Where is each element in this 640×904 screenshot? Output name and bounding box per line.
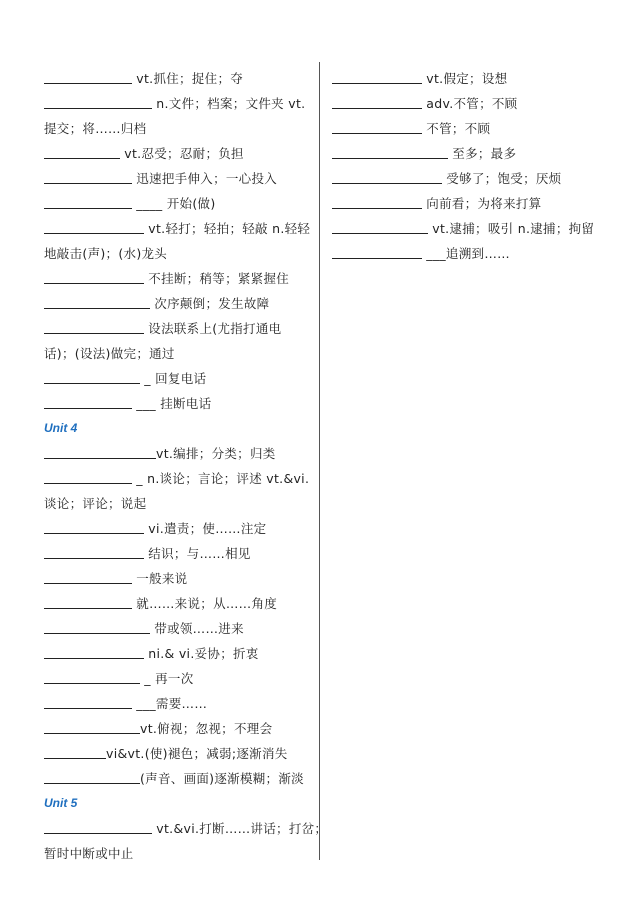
vocab-entry — [44, 591, 310, 616]
vocab-entry — [44, 391, 310, 416]
definition-text: vt.逮捕；吸引 n.逮捕；拘留 — [428, 221, 595, 236]
unit-heading: Unit 4 — [44, 421, 78, 435]
vocab-entry — [44, 191, 310, 216]
answer-blank[interactable] — [332, 169, 442, 184]
definition-text: 向前看；为将来打算 — [422, 196, 542, 211]
answer-blank[interactable] — [44, 269, 144, 284]
answer-blank[interactable] — [44, 219, 144, 234]
definition-text: ___追溯到…… — [422, 246, 510, 261]
answer-blank[interactable] — [332, 144, 448, 159]
definition-text: 设法联系上(尤指打通电 — [144, 321, 282, 336]
answer-blank[interactable] — [44, 469, 132, 484]
answer-blank[interactable] — [44, 319, 144, 334]
vocab-entry — [332, 66, 600, 91]
vocab-entry — [332, 91, 600, 116]
answer-blank[interactable] — [44, 69, 132, 84]
answer-blank[interactable] — [44, 744, 106, 759]
definition-text: _ 再一次 — [140, 671, 194, 686]
definition-text: 迅速把手伸入；一心投入 — [132, 171, 278, 186]
vocab-entry — [44, 216, 310, 241]
definition-text: _ 回复电话 — [140, 371, 207, 386]
answer-blank[interactable] — [44, 519, 144, 534]
answer-blank[interactable] — [332, 244, 422, 259]
answer-blank[interactable] — [44, 144, 120, 159]
vocab-entry — [44, 741, 310, 766]
vocab-entry — [44, 166, 310, 191]
vocab-entry — [332, 241, 600, 266]
answer-blank[interactable] — [44, 169, 132, 184]
answer-blank[interactable] — [332, 69, 422, 84]
vocab-entry — [44, 716, 310, 741]
definition-text: 不挂断；稍等；紧紧握住 — [144, 271, 290, 286]
answer-blank[interactable] — [44, 594, 132, 609]
answer-blank[interactable] — [332, 119, 422, 134]
vocab-entry — [44, 566, 310, 591]
vocab-entry — [44, 766, 310, 791]
definition-text: (声音、画面)逐渐模糊；渐淡 — [140, 771, 304, 786]
vocab-entry — [332, 166, 600, 191]
vocab-entry — [44, 91, 310, 116]
vocab-entry — [44, 266, 310, 291]
vocab-entry — [44, 66, 310, 91]
right-column — [332, 66, 600, 266]
vocab-entry — [44, 541, 310, 566]
definition-text: vt.假定；设想 — [422, 71, 508, 86]
definition-text: ___ 挂断电话 — [132, 396, 212, 411]
column-divider — [319, 62, 320, 860]
definition-text: 带或领……进来 — [150, 621, 244, 636]
vocab-entry — [332, 216, 600, 241]
definition-text: 次序颠倒；发生故障 — [150, 296, 270, 311]
answer-blank[interactable] — [44, 569, 132, 584]
answer-blank[interactable] — [332, 219, 428, 234]
left-column — [44, 66, 328, 866]
vocab-entry — [44, 816, 328, 841]
answer-blank[interactable] — [44, 769, 140, 784]
definition-continuation: 地敲击(声)；(水)龙头 — [44, 246, 168, 261]
definition-text: adv.不管；不顾 — [422, 96, 518, 111]
definition-text: 就……来说；从……角度 — [132, 596, 278, 611]
answer-blank[interactable] — [44, 719, 140, 734]
definition-text: vt.俯视；忽视；不理会 — [140, 721, 273, 736]
vocab-entry — [44, 366, 310, 391]
definition-text: vt.编排；分类；归类 — [156, 446, 276, 461]
answer-blank[interactable] — [44, 194, 132, 209]
definition-text: n.文件；档案；文件夹 vt. — [152, 96, 306, 111]
definition-text: _ n.谈论；言论；评述 vt.&vi. — [132, 471, 310, 486]
definition-text: 至多；最多 — [448, 146, 517, 161]
answer-blank[interactable] — [44, 694, 132, 709]
answer-blank[interactable] — [44, 619, 150, 634]
vocab-entry — [44, 666, 310, 691]
vocab-entry — [332, 191, 600, 216]
answer-blank[interactable] — [44, 94, 152, 109]
definition-continuation: 话)；(设法)做完；通过 — [44, 346, 175, 361]
unit-heading: Unit 5 — [44, 796, 78, 810]
answer-blank[interactable] — [44, 369, 140, 384]
answer-blank[interactable] — [44, 294, 150, 309]
definition-continuation: 提交；将……归档 — [44, 121, 147, 136]
answer-blank[interactable] — [44, 394, 132, 409]
definition-continuation: 谈论；评论；说起 — [44, 496, 147, 511]
vocab-entry — [44, 141, 310, 166]
definition-text: vt.轻打；轻拍；轻敲 n.轻轻 — [144, 221, 311, 236]
answer-blank[interactable] — [44, 819, 152, 834]
vocab-entry — [332, 141, 600, 166]
answer-blank[interactable] — [332, 194, 422, 209]
vocab-entry — [44, 691, 310, 716]
definition-text: vt.&vi.打断……讲话；打岔； — [152, 821, 328, 836]
definition-text: ____ 开始(做) — [132, 196, 216, 211]
definition-text: vt.抓住；捉住；夺 — [132, 71, 244, 86]
vocab-entry — [44, 291, 310, 316]
definition-text: vi.遣责；使……注定 — [144, 521, 267, 536]
definition-continuation: 暂时中断或中止 — [44, 846, 134, 861]
definition-text: ni.& vi.妥协；折衷 — [144, 646, 259, 661]
vocab-entry — [44, 641, 310, 666]
vocab-entry — [44, 441, 310, 466]
vocab-entry — [44, 316, 310, 341]
vocab-entry — [44, 516, 310, 541]
definition-text: vi&vt.(使)褪色；减弱;逐渐消失 — [106, 746, 288, 761]
answer-blank[interactable] — [44, 444, 156, 459]
answer-blank[interactable] — [332, 94, 422, 109]
definition-text: 一般来说 — [132, 571, 188, 586]
definition-text: ___需要…… — [132, 696, 208, 711]
definition-text: 结识；与……相见 — [144, 546, 251, 561]
vocab-entry — [44, 466, 310, 491]
answer-blank[interactable] — [44, 644, 144, 659]
vocab-entry — [44, 616, 310, 641]
definition-text: 受够了；饱受；厌烦 — [442, 171, 562, 186]
definition-text: 不管；不顾 — [422, 121, 491, 136]
definition-text: vt.忍受；忍耐；负担 — [120, 146, 244, 161]
answer-blank[interactable] — [44, 669, 140, 684]
answer-blank[interactable] — [44, 544, 144, 559]
vocab-entry — [332, 116, 600, 141]
